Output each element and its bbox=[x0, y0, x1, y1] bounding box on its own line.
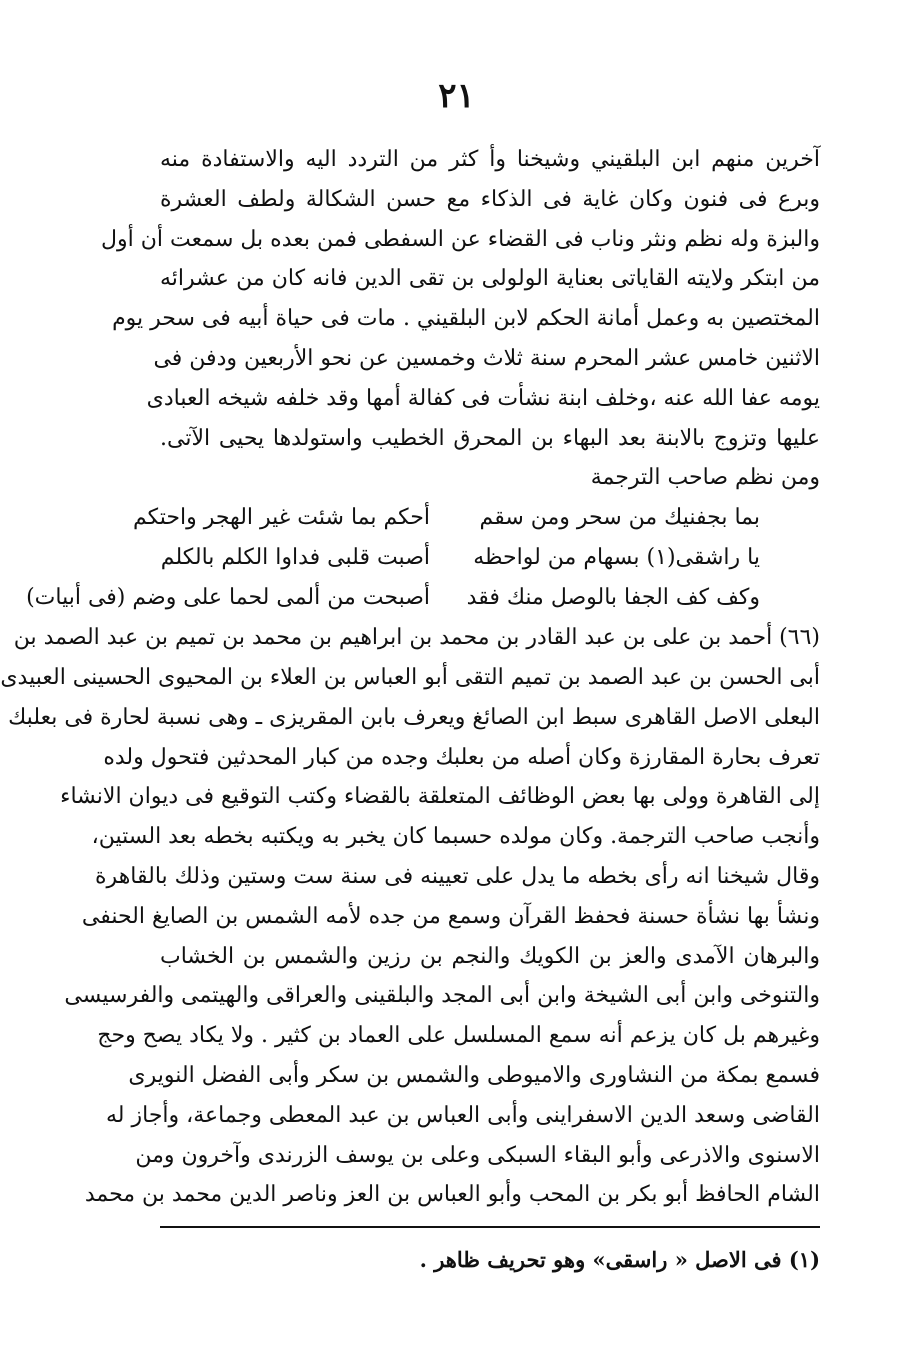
verse-first-hemistich: يا راشقى(١) بسهام من لواحظه bbox=[473, 545, 760, 571]
text-line: آخرين منهم ابن البلقيني وشيخنا وأ كثر من التردد اليه والاستفادة منه bbox=[160, 147, 820, 172]
text-line: المختصين به وعمل أمانة الحكم لابن البلقيني . مات فى حياة أبيه فى سحر يوم bbox=[112, 306, 820, 332]
verse-second-hemistich: أصبحت من ألمى لحما على وضم (فى أبيات) bbox=[26, 585, 430, 611]
text-line: والتنوخى وابن أبى الشيخة وابن أبى المجد والبلقينى والعراقى والهيتمى والفرسيسى bbox=[64, 983, 820, 1009]
text-line: الاسنوى والاذرعى وأبو البقاء السبكى وعلى بن يوسف الزرندى وآخرون ومن bbox=[135, 1142, 820, 1168]
poem-verse bbox=[26, 578, 820, 618]
text-line: والبزة وله نظم ونثر وناب فى القضاء عن السفطى فمن بعده بل سمعت أن أول bbox=[101, 226, 820, 252]
verse-first-hemistich: بما بجفنيك من سحر ومن سقم bbox=[479, 505, 760, 531]
text-line: من ابتكر ولايته القاياتى بعناية الولولى بن تقى الدين فانه كان من عشرائه bbox=[160, 266, 820, 292]
text-line: الشام الحافظ أبو بكر بن المحب وأبو العباس بن العز وناصر الدين محمد بن محمد bbox=[84, 1182, 820, 1208]
page-number: ٢١ bbox=[438, 76, 475, 116]
verse-second-hemistich: أصبت قلبى فداوا الكلم بالكلم bbox=[160, 545, 430, 571]
text-line: يومه عفا الله عنه ،وخلف ابنة نشأت فى كفالة أمها وقد خلفه شيخه العبادى bbox=[146, 385, 820, 411]
text-line: وقال شيخنا انه رأى بخطه ما يدل على تعيينه فى سنة ست وستين وذلك بالقاهرة bbox=[95, 863, 820, 889]
main-text bbox=[0, 140, 820, 1215]
poem-verse bbox=[160, 538, 820, 578]
footnote-divider bbox=[160, 1226, 820, 1228]
footnote: (١) فى الاصل « راسقى» وهو تحريف ظاهر . bbox=[419, 1247, 820, 1272]
text-line: والبرهان الآمدى والعز بن الكويك والنجم بن رزين والشمس بن الخشاب bbox=[160, 943, 820, 969]
verse-second-hemistich: أحكم بما شئت غير الهجر واحتكم bbox=[132, 505, 430, 531]
text-line: القاضى وسعد الدين الاسفراينى وأبى العباس بن عبد المعطى وجماعة، وأجاز له bbox=[106, 1102, 820, 1128]
text-line: إلى القاهرة وولى بها بعض الوظائف المتعلقة بالقضاء وكتب التوقيع فى ديوان الانشاء bbox=[60, 784, 820, 810]
text-line: وبرع فى فنون وكان غاية فى الذكاء مع حسن الشكالة ولطف العشرة bbox=[160, 186, 820, 212]
text-line: ونشأ بها نشأة حسنة فحفظ القرآن وسمع من جده لأمه الشمس بن الصايغ الحنفى bbox=[81, 903, 820, 929]
text-line: البعلى الاصل القاهرى سبط ابن الصائغ ويعرف بابن المقريزى ـ وهى نسبة لحارة فى بعلبك bbox=[8, 704, 820, 730]
verse-first-hemistich: وكف كف الجفا بالوصل منك فقد bbox=[466, 585, 760, 611]
text-line: تعرف بحارة المقارزة وكان أصله من بعلبك وجده من كبار المحدثين فتحول ولده bbox=[103, 744, 820, 770]
poem-verse bbox=[132, 498, 820, 538]
verse-intro: ومن نظم صاحب الترجمة bbox=[590, 465, 820, 491]
text-line: عليها وتزوج بالابنة بعد البهاء بن المحرق الخطيب واستولدها يحيى الآتى. bbox=[160, 425, 820, 451]
text-line: وغيرهم بل كان يزعم أنه سمع المسلسل على العماد بن كثير . ولا يكاد يصح وحج bbox=[97, 1023, 820, 1049]
text-line: وأنجب صاحب الترجمة. وكان مولده حسبما كان يخبر به ويكتبه بخطه بعد الستين، bbox=[91, 824, 820, 850]
text-line: أبى الحسن بن عبد الصمد بن تميم التقى أبو العباس بن العلاء بن المحيوى الحسينى العبيدى bbox=[0, 664, 820, 690]
text-line: فسمع بمكة من النشاورى والاميوطى والشمس بن سكر وأبى الفضل النويرى bbox=[128, 1062, 820, 1088]
entry-heading-line: (٦٦) أحمد بن على بن عبد القادر بن محمد بن ابراهيم بن محمد بن تميم بن عبد الصمد بن bbox=[13, 625, 820, 651]
text-line: الاثنين خامس عشر المحرم سنة ثلاث وخمسين عن نحو الأربعين ودفن فى bbox=[153, 345, 820, 371]
